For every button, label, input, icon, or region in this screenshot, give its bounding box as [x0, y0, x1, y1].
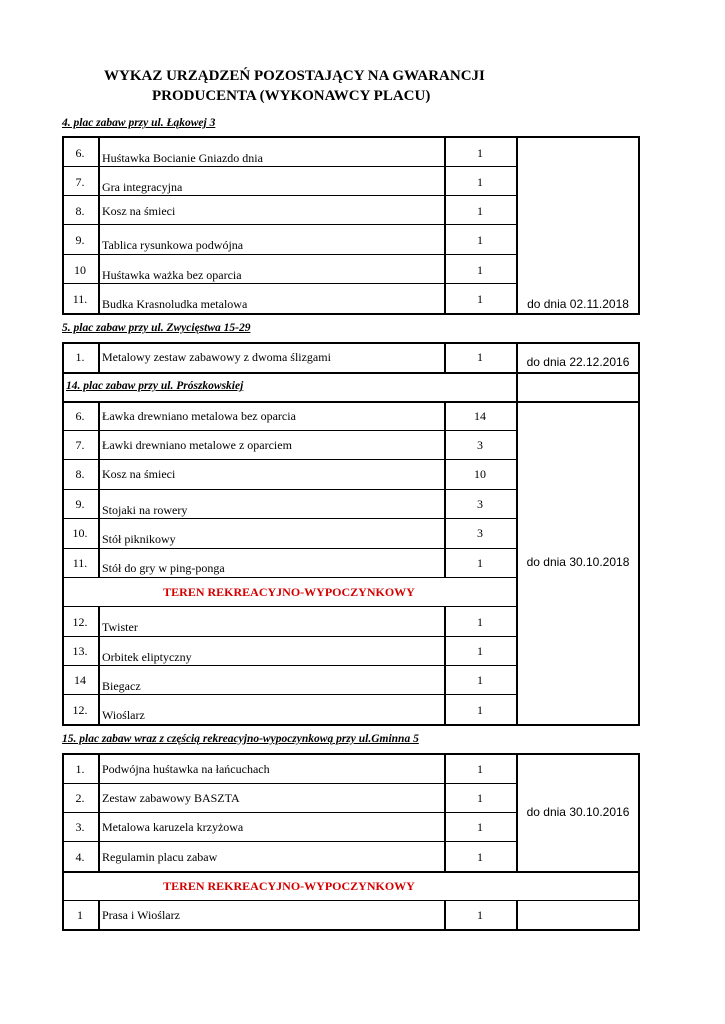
row-number: 3. — [75, 820, 85, 834]
document-title-line2: PRODUCENTA (WYKONAWCY PLACU) — [152, 88, 431, 104]
row-quantity: 1 — [477, 175, 483, 189]
row-number: 9. — [75, 497, 85, 511]
row-quantity: 1 — [477, 673, 483, 687]
table-border — [62, 724, 640, 726]
row-name: Stół do gry w ping-ponga — [102, 561, 225, 575]
row-quantity: 1 — [477, 556, 483, 570]
row-divider — [62, 518, 516, 519]
row-divider — [62, 489, 516, 490]
row-name: Biegacz — [102, 679, 141, 693]
row-quantity: 3 — [477, 497, 483, 511]
row-quantity: 1 — [477, 644, 483, 658]
row-number: 1. — [75, 350, 85, 364]
row-divider — [62, 665, 516, 666]
row-divider — [62, 606, 516, 607]
row-quantity: 1 — [477, 350, 483, 364]
row-name: Huśtawka Bocianie Gniazdo dnia — [102, 151, 263, 165]
row-name: Regulamin placu zabaw — [102, 850, 218, 864]
row-number: 2. — [75, 791, 85, 805]
row-name: Stojaki na rowery — [102, 503, 188, 517]
table-border — [62, 871, 640, 873]
row-name: Metalowa karuzela krzyżowa — [102, 820, 244, 834]
row-quantity: 1 — [477, 615, 483, 629]
row-quantity: 1 — [477, 233, 483, 247]
column-line — [98, 136, 100, 314]
row-name: Kosz na śmieci — [102, 204, 176, 218]
table-border — [62, 313, 640, 315]
row-number: 13. — [72, 644, 88, 658]
row-quantity: 1 — [477, 263, 483, 277]
row-name: Ławki drewniano metalowe z oparciem — [102, 438, 292, 452]
row-number: 6. — [75, 409, 85, 423]
row-number: 4. — [75, 850, 85, 864]
row-number: 8. — [75, 467, 85, 481]
row-name: Ławka drewniano metalowa bez oparcia — [102, 409, 296, 423]
row-name: Huśtawka ważka bez oparcia — [102, 268, 242, 282]
warranty-date: do dnia 30.10.2018 — [526, 555, 630, 569]
row-divider — [62, 900, 640, 901]
section-heading-15: 15. plac zabaw wraz z częścią rekreacyjno-wypoczynkową przy ul.Gminna 5 — [62, 733, 419, 745]
row-number: 10. — [72, 526, 88, 540]
row-name: Zestaw zabawowy BASZTA — [102, 791, 240, 805]
row-name: Gra integracyjna — [102, 180, 183, 194]
row-divider — [62, 430, 516, 431]
row-quantity: 14 — [474, 409, 486, 423]
row-quantity: 1 — [477, 292, 483, 306]
row-quantity: 1 — [477, 703, 483, 717]
column-line — [98, 900, 100, 930]
row-name: Prasa i Wioślarz — [102, 908, 180, 922]
row-quantity: 3 — [477, 526, 483, 540]
column-line — [98, 342, 100, 373]
row-name: Tablica rysunkowa podwójna — [102, 238, 244, 252]
row-divider — [62, 636, 516, 637]
row-number: 12. — [72, 615, 88, 629]
document-title-line1: WYKAZ URZĄDZEŃ POZOSTAJĄCY NA GWARANCJI — [104, 68, 485, 84]
row-number: 12. — [72, 703, 88, 717]
column-line — [638, 753, 640, 930]
table-border — [62, 136, 640, 138]
row-name: Budka Krasnoludka metalowa — [102, 297, 248, 311]
row-quantity: 1 — [477, 908, 483, 922]
row-divider — [62, 195, 516, 196]
row-name: Kosz na śmieci — [102, 467, 176, 481]
row-divider — [62, 166, 516, 167]
column-line — [62, 372, 64, 402]
column-line — [62, 136, 64, 314]
row-name: Podwójna huśtawka na łańcuchach — [102, 762, 270, 776]
row-number: 9. — [75, 233, 85, 247]
row-divider — [62, 459, 516, 460]
warranty-date: do dnia 02.11.2018 — [527, 297, 629, 311]
section-heading-5: 5. plac zabaw przy ul. Zwycięstwa 15-29 — [62, 322, 251, 334]
row-number: 7. — [75, 438, 85, 452]
recreation-area-heading: TEREN REKREACYJNO-WYPOCZYNKOWY — [163, 585, 415, 599]
row-number: 1 — [77, 908, 83, 922]
section-heading-4: 4. plac zabaw przy ul. Łąkowej 3 — [62, 117, 216, 129]
column-line — [98, 606, 100, 725]
row-number: 7. — [75, 175, 85, 189]
row-name: Orbitek eliptyczny — [102, 650, 192, 664]
row-number: 11. — [72, 556, 88, 570]
column-line — [62, 753, 64, 930]
row-divider — [62, 841, 516, 842]
row-quantity: 1 — [477, 820, 483, 834]
section-heading-14: 14. plac zabaw przy ul. Prószkowskiej — [66, 380, 244, 392]
table-border — [62, 929, 640, 931]
row-quantity: 1 — [477, 791, 483, 805]
row-quantity: 3 — [477, 438, 483, 452]
row-divider — [62, 577, 516, 578]
row-quantity: 1 — [477, 762, 483, 776]
row-divider — [62, 548, 516, 549]
recreation-area-heading: TEREN REKREACYJNO-WYPOCZYNKOWY — [163, 879, 415, 893]
row-name: Metalowy zestaw zabawowy z dwoma ślizgami — [102, 350, 331, 364]
row-divider — [62, 694, 516, 695]
column-line — [98, 753, 100, 872]
row-number: 10 — [74, 263, 86, 277]
column-line — [444, 401, 446, 578]
row-divider — [62, 783, 516, 784]
column-line — [516, 136, 518, 314]
row-number: 11. — [72, 292, 88, 306]
table-border — [62, 342, 640, 344]
row-quantity: 1 — [477, 146, 483, 160]
row-quantity: 1 — [477, 204, 483, 218]
column-line — [98, 401, 100, 578]
row-name: Wioślarz — [102, 708, 145, 722]
warranty-date: do dnia 22.12.2016 — [526, 355, 630, 369]
row-quantity: 1 — [477, 850, 483, 864]
row-number: 14 — [74, 673, 86, 687]
column-line — [516, 372, 518, 402]
row-number: 1. — [75, 762, 85, 776]
row-quantity: 10 — [474, 467, 486, 481]
row-name: Twister — [102, 620, 138, 634]
row-divider — [62, 254, 516, 255]
column-line — [638, 372, 640, 402]
column-line — [516, 900, 518, 930]
row-divider — [62, 812, 516, 813]
row-number: 6. — [75, 146, 85, 160]
column-line — [444, 136, 446, 314]
row-divider — [62, 224, 516, 225]
column-line — [638, 136, 640, 314]
table-border — [62, 401, 640, 403]
table-border — [62, 753, 640, 755]
row-divider — [62, 283, 516, 284]
table-border — [62, 372, 640, 374]
row-name: Stół piknikowy — [102, 532, 176, 546]
row-number: 8. — [75, 204, 85, 218]
warranty-date: do dnia 30.10.2016 — [526, 805, 630, 819]
